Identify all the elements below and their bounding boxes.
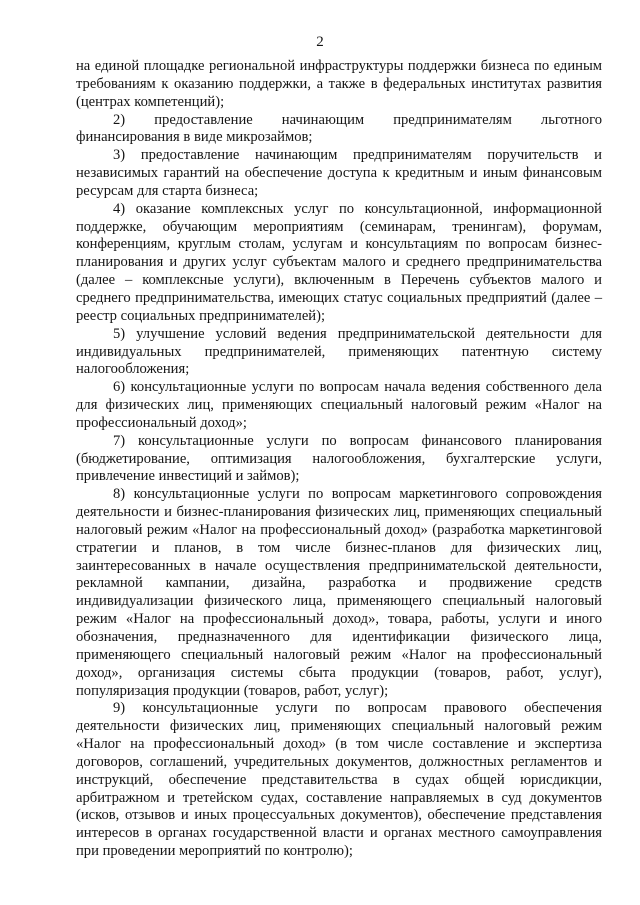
paragraph-continuation: на единой площадке региональной инфраструктуры поддержки бизнеса по единым требованиям к оказанию поддержки, а также в федеральных институтах развития (центрах компетенций); xyxy=(76,58,602,110)
paragraph-item-3: 3) предоставление начинающим предпринимателям поручительств и независимых гарантий на обеспечение доступа к кредитным и иным финансовым ресурсам для старта бизнеса; xyxy=(76,147,602,199)
paragraph-item-6: 6) консультационные услуги по вопросам начала ведения собственного дела для физических лиц, применяющих специальный налоговый режим «Налог на профессиональный доход»; xyxy=(76,379,602,431)
paragraph-item-4: 4) оказание комплексных услуг по консультационной, информационной поддержке, обучающим мероприятиям (семинарам, тренингам), форумам, конференциям, круглым столам, услугам и консультациям по вопросам бизнес-планирования и других услуг субъектам малого и среднего предпринимательства (далее – комплексные услуги), включенным в Перечень субъектов малого и среднего предпринимательства, имеющих статус социальных предприятий (далее – реестр социальных предпринимателей); xyxy=(76,200,602,324)
paragraph-item-5: 5) улучшение условий ведения предпринимательской деятельности для индивидуальных предпринимателей, применяющих патентную систему налогообложения; xyxy=(76,325,602,378)
paragraph-item-8: 8) консультационные услуги по вопросам маркетингового сопровождения деятельности и бизнес-планирования физических лиц, применяющих специальный налоговый режим «Налог на профессиональный доход» (разработка маркетинговой стратегии и планов, в том числе бизнес-планов для физических лиц, заинтересованных в начале осуществления предпринимательской деятельности, рекламной кампании, дизайна, разработка и продвижение средств индивидуализации физического лица, применяющего специальный налоговый режим «Налог на профессиональный доход», товара, работы, услуги и иного обозначения, предназначенного для идентификации физического лица, применяющего специальный налоговый режим «Налог на профессиональный доход», организация системы сбыта продукции (товаров, работ, услуг), популяризация продукции (товаров, работ, услуг); xyxy=(76,486,602,699)
paragraph-item-7: 7) консультационные услуги по вопросам финансового планирования (бюджетирование, оптимизация налогообложения, бухгалтерские услуги, привлечение инвестиций и займов); xyxy=(76,432,602,485)
document-body xyxy=(76,58,602,861)
paragraph-item-2: 2) предоставление начинающим предпринимателям льготного финансирования в виде микрозаймов; xyxy=(76,111,602,146)
page-number: 2 xyxy=(316,34,324,50)
paragraph-item-9: 9) консультационные услуги по вопросам правового обеспечения деятельности физических лиц, применяющих специальный налоговый режим «Налог на профессиональный доход» (в том числе составление и экспертиза договоров, соглашений, учредительных документов, должностных регламентов и инструкций, обеспечение представительства в судах общей юрисдикции, арбитражном и третейском судах, составление направляемых в суд документов (исков, отзывов и иных процессуальных документов), обеспечение представления интересов в органах государственной власти и органах местного самоуправления при проведении мероприятий по контролю); xyxy=(76,700,602,860)
